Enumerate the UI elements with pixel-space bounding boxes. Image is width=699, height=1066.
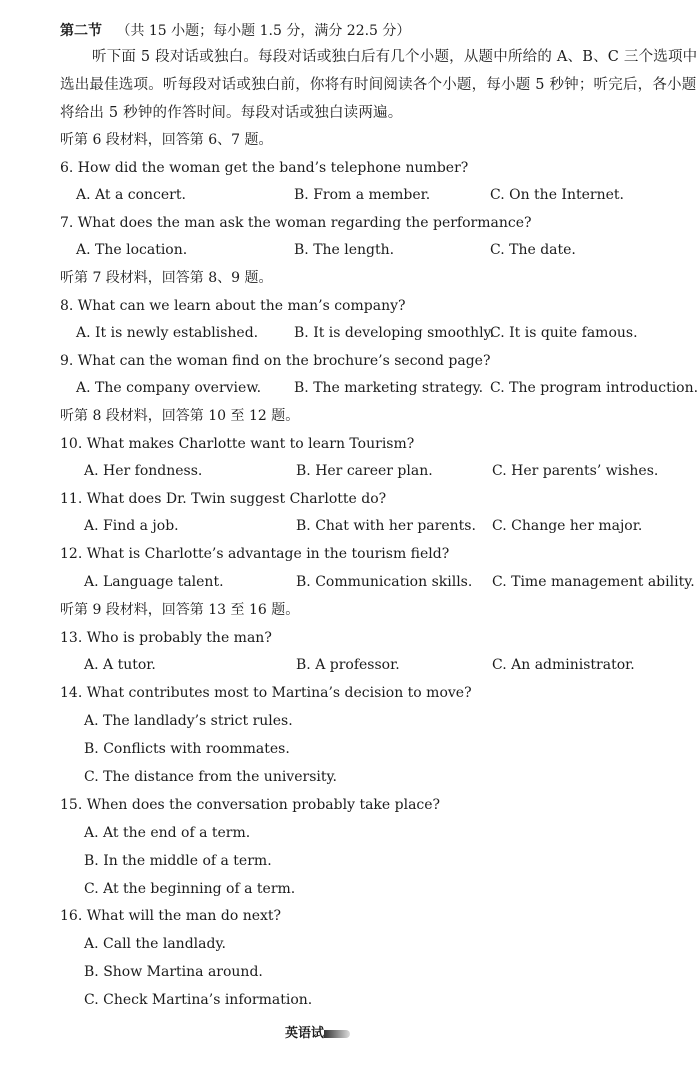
option-a: A. The landlady’s strict rules. xyxy=(84,713,293,729)
question-stem: 7. What does the man ask the woman regarding the performance? xyxy=(60,215,532,231)
question-stem: 13. Who is probably the man? xyxy=(60,630,272,646)
option-a: A. The location. xyxy=(76,242,188,258)
option-a: A. At the end of a term. xyxy=(84,825,251,841)
option-b: B. Chat with her parents. xyxy=(296,518,476,534)
intro-line-1: 听下面 5 段对话或独白。每段对话或独白后有几个小题，从题中所给的 A、B、C 三个选项中 xyxy=(92,49,698,65)
question-stem: 8. What can we learn about the man’s company? xyxy=(60,298,406,314)
option-a: A. Find a job. xyxy=(84,518,179,534)
intro-line-2: 选出最佳选项。听每段对话或独白前，你将有时间阅读各个小题，每小题 5 秒钟；听完后，各小题 xyxy=(60,77,697,93)
question-stem: 9. What can the woman find on the brochure’s second page? xyxy=(60,353,491,369)
option-b: B. The length. xyxy=(294,242,395,258)
page-curl-shadow xyxy=(324,1030,350,1038)
group-instruction: 听第 8 段材料，回答第 10 至 12 题。 xyxy=(60,408,300,424)
option-b: B. In the middle of a term. xyxy=(84,853,272,869)
question-stem: 10. What makes Charlotte want to learn Tourism? xyxy=(60,436,415,452)
option-c: C. The program introduction. xyxy=(490,380,699,396)
option-c: C. An administrator. xyxy=(492,657,635,673)
section-header xyxy=(60,21,691,41)
option-c: C. Her parents’ wishes. xyxy=(492,463,659,479)
option-c: C. Check Martina’s information. xyxy=(84,992,313,1008)
option-a: A. It is newly established. xyxy=(76,325,259,341)
question-stem: 12. What is Charlotte’s advantage in the tourism field? xyxy=(60,546,450,562)
option-a: A. A tutor. xyxy=(84,657,156,673)
option-b: B. A professor. xyxy=(296,657,400,673)
option-b: B. Conflicts with roommates. xyxy=(84,741,290,757)
option-a: A. The company overview. xyxy=(76,380,262,396)
group-instruction: 听第 6 段材料，回答第 6、7 题。 xyxy=(60,132,273,148)
option-b: B. It is developing smoothly. xyxy=(294,325,495,341)
section-title: 第二节 xyxy=(60,23,102,39)
option-a: A. Language talent. xyxy=(84,574,224,590)
question-stem: 15. When does the conversation probably take place? xyxy=(60,797,441,813)
question-stem: 14. What contributes most to Martina’s decision to move? xyxy=(60,685,472,701)
option-b: B. Communication skills. xyxy=(296,574,473,590)
page-footer xyxy=(285,1022,350,1041)
option-c: C. Time management ability. xyxy=(492,574,695,590)
section-note: （共 15 小题；每小题 1.5 分，满分 22.5 分） xyxy=(116,23,411,39)
option-b: B. The marketing strategy. xyxy=(294,380,484,396)
intro-line-3: 将给出 5 秒钟的作答时间。每段对话或独白读两遍。 xyxy=(60,105,403,121)
option-c: C. Change her major. xyxy=(492,518,643,534)
option-b: B. From a member. xyxy=(294,187,431,203)
option-c: C. At the beginning of a term. xyxy=(84,881,296,897)
option-a: A. At a concert. xyxy=(76,187,186,203)
option-c: C. On the Internet. xyxy=(490,187,624,203)
group-instruction: 听第 9 段材料，回答第 13 至 16 题。 xyxy=(60,602,300,618)
question-stem: 16. What will the man do next? xyxy=(60,908,282,924)
question-stem: 6. How did the woman get the band’s telephone number? xyxy=(60,160,469,176)
option-a: A. Her fondness. xyxy=(84,463,203,479)
option-a: A. Call the landlady. xyxy=(84,936,226,952)
group-instruction: 听第 7 段材料，回答第 8、9 题。 xyxy=(60,270,273,286)
footer-label: 英语试 xyxy=(285,1026,325,1041)
option-b: B. Show Martina around. xyxy=(84,964,263,980)
question-stem: 11. What does Dr. Twin suggest Charlotte do? xyxy=(60,491,387,507)
option-c: C. The distance from the university. xyxy=(84,769,337,785)
option-b: B. Her career plan. xyxy=(296,463,433,479)
option-c: C. It is quite famous. xyxy=(490,325,638,341)
option-c: C. The date. xyxy=(490,242,576,258)
